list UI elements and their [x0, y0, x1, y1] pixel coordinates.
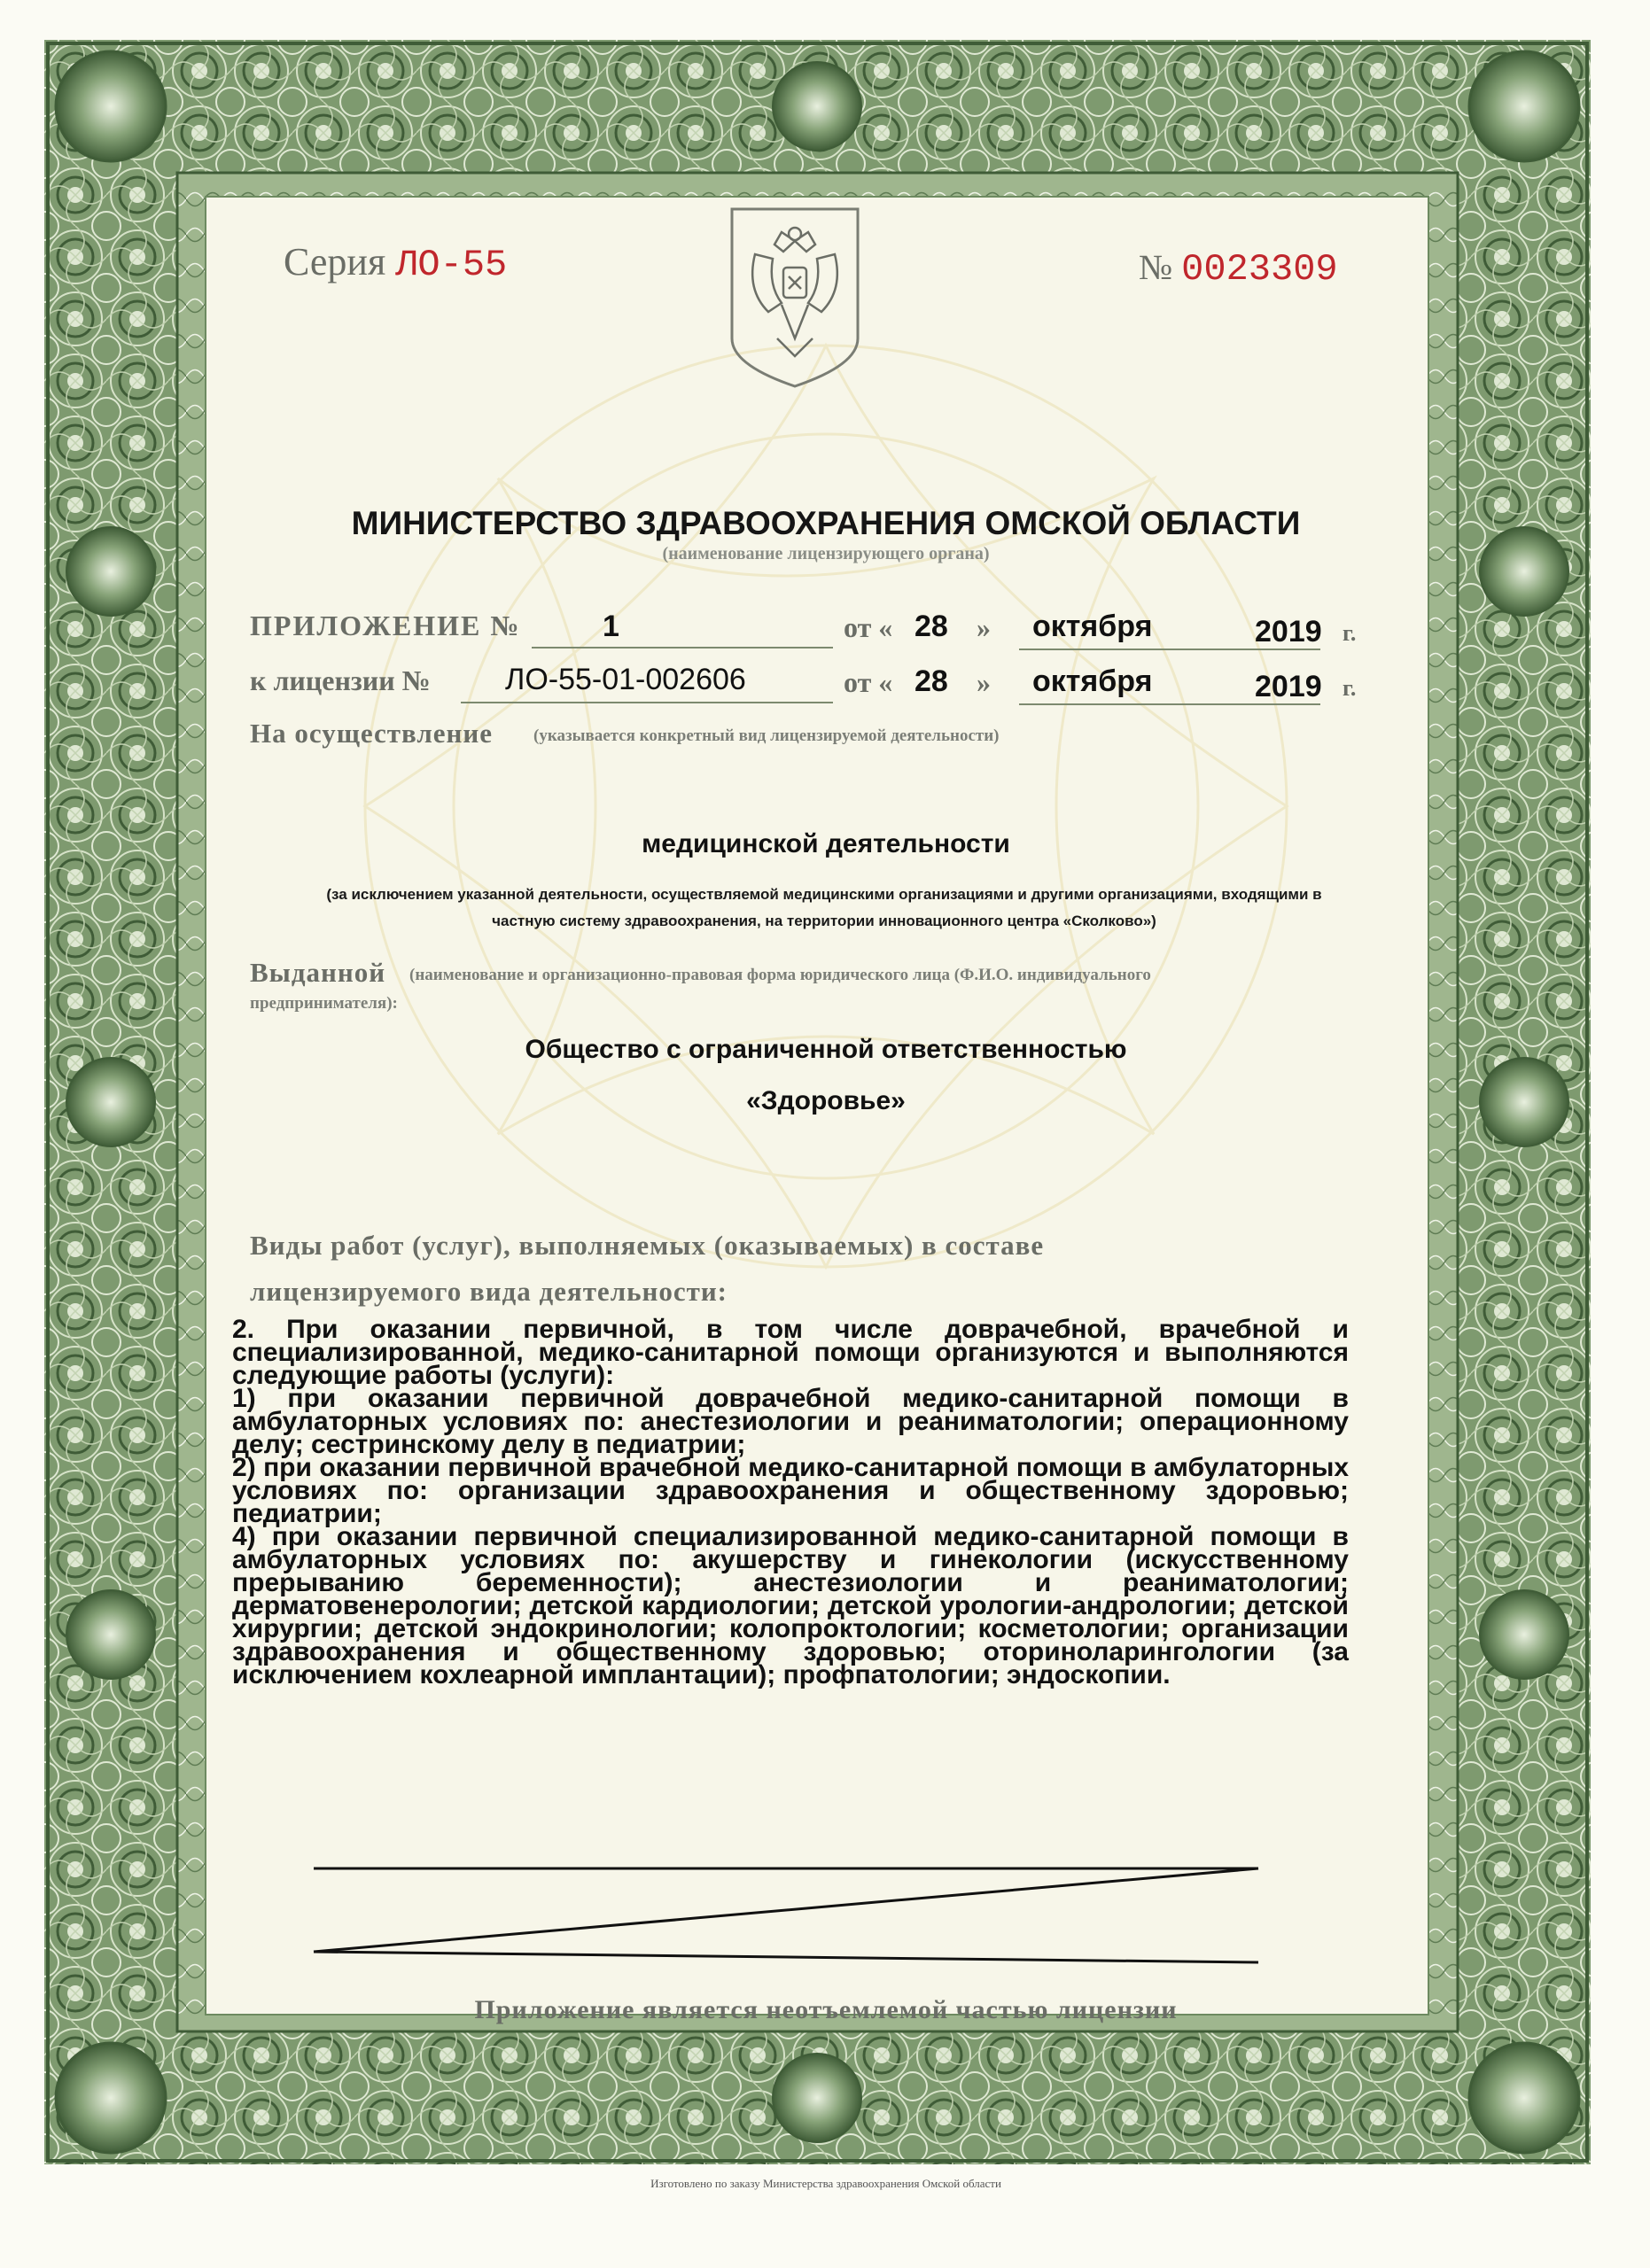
issued-label: Выданной: [250, 957, 386, 988]
appendix-number: 1: [603, 610, 619, 643]
activity-note-line-2: частную систему здравоохранения, на территории инновационного центра «Сколково»): [492, 913, 1156, 929]
number-sign: №: [1139, 247, 1173, 287]
licensing-authority-caption: (наименование лицензирующего органа): [662, 544, 990, 563]
license-day: 28: [915, 664, 948, 698]
license-close-quote: »: [977, 666, 991, 698]
series-value: ЛО-55: [395, 244, 508, 286]
license-label: к лицензии №: [250, 664, 431, 696]
works-label-line-1: Виды работ (услуг), выполняемых (оказываемых) в составе: [250, 1230, 1045, 1261]
appendix-year: 2019: [1255, 615, 1322, 649]
works-list: [232, 1315, 1349, 1689]
issued-hint-line-2: предпринимателя):: [250, 994, 398, 1013]
works-label-line-2: лицензируемого вида деятельности:: [250, 1276, 728, 1307]
organization-name-line-1: Общество с ограниченной ответственностью: [525, 1035, 1127, 1064]
appendix-number-underline: [532, 647, 833, 649]
number-value: 0023309: [1181, 248, 1338, 291]
number-block: [1139, 246, 1338, 291]
works-paragraph: 2. При оказании первичной, в том числе доврачебной, врачебной и специализированной, медико-санитарной помощи организуются и выполняются следующие работы (услуги):: [232, 1315, 1349, 1390]
activity-label: На осуществление: [250, 718, 493, 749]
issued-hint-line-1: (наименование и организационно-правовая форма юридического лица (Ф.И.О. индивидуального: [409, 966, 1151, 984]
license-from-label: от «: [844, 666, 893, 698]
license-year: 2019: [1255, 670, 1322, 703]
appendix-month: октября: [1032, 610, 1153, 643]
series-block: [284, 239, 507, 286]
activity-note: [266, 882, 1382, 935]
appendix-year-suffix: г.: [1343, 620, 1357, 646]
license-year-suffix: г.: [1343, 675, 1357, 701]
works-paragraph: 1) при оказании первичной доврачебной медико-санитарной помощи в амбулаторных условиях по: анестезиологии и реаниматологии; операционному делу; сестринскому делу в педиатрии;: [232, 1384, 1349, 1459]
licensing-authority: МИНИСТЕРСТВО ЗДРАВООХРАНЕНИЯ ОМСКОЙ ОБЛАСТИ: [351, 505, 1301, 541]
activity-note-line-1: (за исключением указанной деятельности, осуществляемой медицинскими организациями и другими организациями, входящими в: [326, 886, 1322, 903]
organization-name-line-2: «Здоровье»: [746, 1086, 906, 1115]
license-number: ЛО-55-01-002606: [505, 663, 746, 696]
appendix-from-label: от «: [844, 611, 893, 643]
series-label: Серия: [284, 240, 386, 284]
coat-of-arms-emblem: [728, 206, 861, 390]
appendix-label: ПРИЛОЖЕНИЕ №: [250, 610, 521, 641]
appendix-day: 28: [915, 610, 948, 643]
z-cancellation-mark: [301, 1856, 1276, 1971]
activity-value: медицинской деятельности: [642, 829, 1010, 858]
appendix-close-quote: »: [977, 611, 991, 643]
printed-by-line: Изготовлено по заказу Министерства здравоохранения Омской области: [650, 2177, 1001, 2190]
license-month: октября: [1032, 664, 1153, 698]
works-paragraph: 2) при оказании первичной врачебной медико-санитарной помощи в амбулаторных условиях по: организации здравоохранения и общественному здоровью; педиатрии;: [232, 1453, 1349, 1528]
license-number-underline: [461, 702, 833, 703]
activity-hint: (указывается конкретный вид лицензируемой деятельности): [533, 726, 1000, 745]
footer-note: Приложение является неотъемлемой частью лицензии: [474, 1995, 1178, 2024]
works-paragraph: 4) при оказании первичной специализированной медико-санитарной помощи в амбулаторных условиях по: акушерству и гинекологии (искусственному прерыванию беременности); анестезиологии и реаниматологии; дерматовенерологии; детской кардиологии; детской урологии-андрологии; детской хирургии; детской эндокринологии; колопроктологии; косметологии; организации здравоохранения и общественному здоровью; оториноларингологии (за исключением кохлеарной имплантации); профпатологии; эндоскопии.: [232, 1522, 1349, 1689]
